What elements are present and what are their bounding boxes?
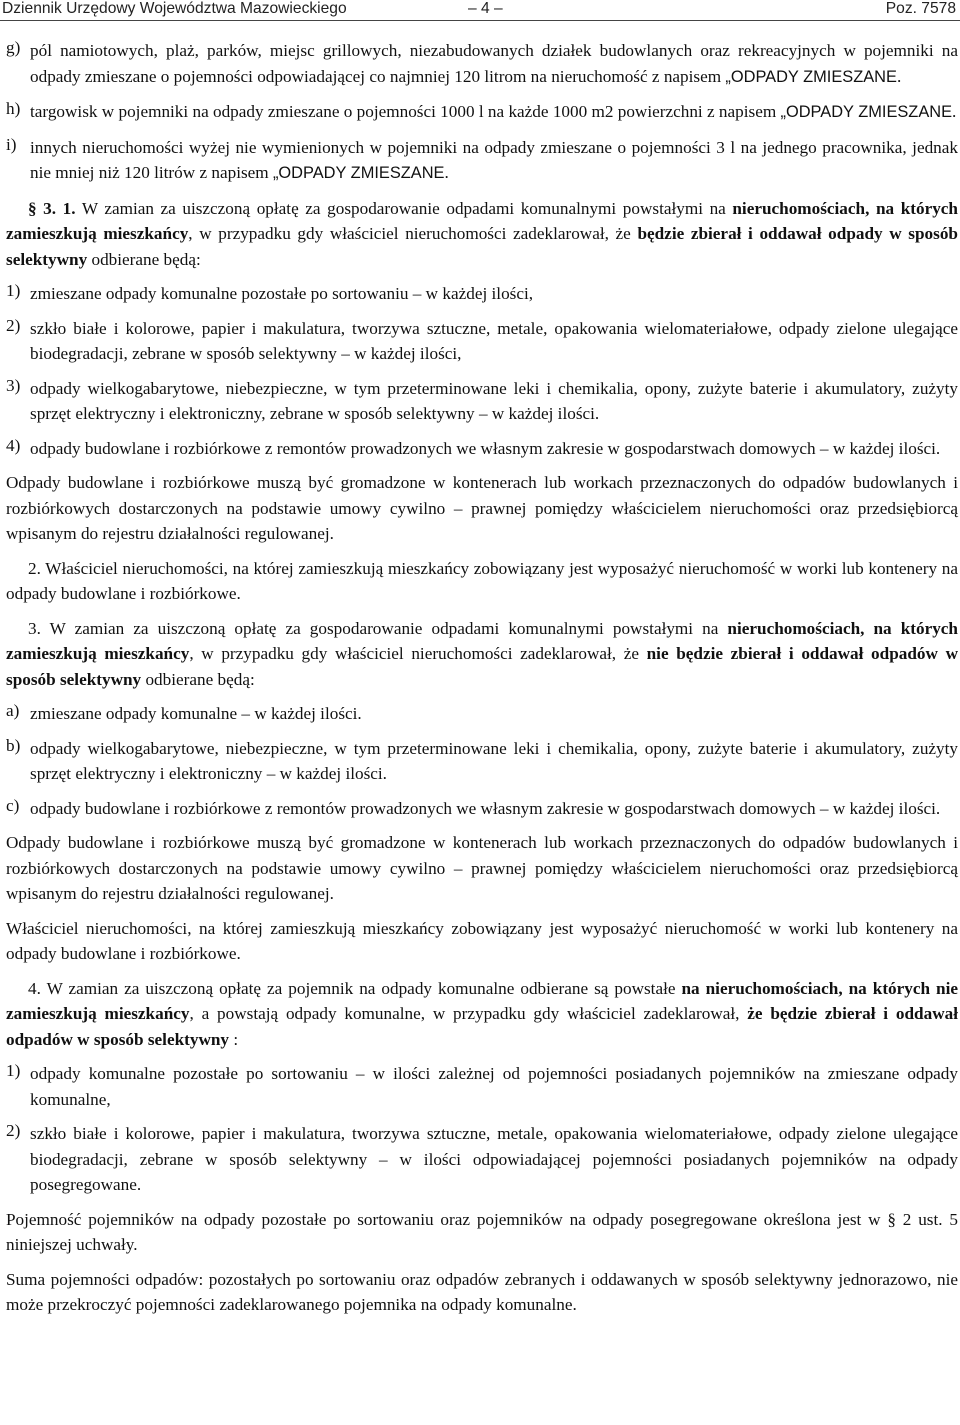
list-item: a) zmieszane odpady komunalne – w każdej ilości.: [6, 701, 362, 723]
item-text: pól namiotowych, plaż, parków, miejsc grillowych, niezabudowanych działek budowlanych oraz rekreacyjnych w pojemniki na odpady zmieszane o pojemności odpowiadającej co najmniej 120 litrom na nieruchomość z napisem „ODPADY ZMIESZANE.: [30, 41, 958, 86]
paragraph-capacity: Pojemność pojemników na odpady pozostałe po sortowaniu oraz pojemników na odpady posegregowane określona jest w § 2 ust. 5 niniejszej uchwały.: [6, 1209, 958, 1254]
paragraph-4: 4. W zamian za uiszczoną opłatę za pojemnik na odpady komunalne odbierane są powstałe na nieruchomościach, na których nie zamieszkują mieszkańcy, a powstają odpady komunalne, w przypadku gdy właściciel zadeklarował, że będzie zbierał i oddawał odpadów w sposób selektywny :: [6, 978, 958, 1049]
item-label: h): [6, 99, 21, 118]
section-heading: § 3. 1.: [28, 198, 76, 218]
document-body: [6, 38, 958, 1318]
item-text: innych nieruchomości wyżej nie wymienionych w pojemniki na odpady zmieszane o pojemności 3 l na jednego pracownika, jednak nie mniej niż 120 litrów z napisem „ODPADY ZMIESZANE.: [30, 137, 958, 182]
list-item: 3) odpady wielkogabarytowe, niebezpieczne, w tym przeterminowane leki i chemikalia, opony, zużyte baterie i akumulatory, zużyty sprzęt elektryczny i elektroniczny, zebrane w sposób selektywny – w każdej ilości.: [6, 375, 958, 423]
list-item: 4) odpady budowlane i rozbiórkowe z remontów prowadzonych we własnym zakresie w gospodarstwach domowych – w każdej ilości.: [6, 435, 941, 458]
list-item: 1) zmieszane odpady komunalne pozostałe po sortowaniu – w każdej ilości,: [6, 281, 534, 303]
item-label: i): [6, 134, 17, 154]
paragraph-3: 3. W zamian za uiszczoną opłatę za gospodarowanie odpadami komunalnymi powstałymi na nieruchomościach, na których zamieszkują mieszkańcy, w przypadku gdy właściciel nieruchomości zadeklarował, że nie będzie zbierał i oddawał odpadów w sposób selektywny odbierane będą:: [6, 618, 958, 689]
paragraph-2: 2. Właściciel nieruchomości, na której zamieszkują mieszkańcy zobowiązany jest wyposażyć nieruchomość w worki lub kontenery na odpady budowlane i rozbiórkowe.: [6, 558, 958, 603]
journal-title: Dziennik Urzędowy Województwa Mazowieckiego: [2, 0, 347, 17]
list-item-g: [6, 38, 958, 90]
list-item-i: [6, 135, 958, 187]
paragraph-capacity-sum: Suma pojemności odpadów: pozostałych po sortowaniu oraz odpadów zebranych i oddawanych w sposób selektywny jednorazowo, nie może przekroczyć pojemności zadeklarowanego pojemnika na odpady komunalne.: [6, 1269, 958, 1314]
list-item-h: [6, 99, 958, 126]
list-item: 1) odpady komunalne pozostałe po sortowaniu – w ilości zależnej od pojemności posiadanych pojemników na zmieszane odpady komunalne,: [6, 1061, 958, 1109]
list-item: 2) szkło białe i kolorowe, papier i makulatura, tworzywa sztuczne, metale, opakowania wielomateriałowe, odpady zielone ulegające biodegradacji, zebrane w sposób selektywny – w ilości odpowiadającej pojemności posiadanych pojemników na odpady posegregowane.: [6, 1121, 958, 1194]
list-item: c) odpady budowlane i rozbiórkowe z remontów prowadzonych we własnym zakresie w gospodarstwach domowych – w każdej ilości.: [6, 795, 941, 818]
section-3-paragraph-1: § 3. 1. W zamian za uiszczoną opłatę za gospodarowanie odpadami komunalnymi powstałymi na nieruchomościach, na których zamieszkują mieszkańcy, w przypadku gdy właściciel nieruchomości zadeklarował, że będzie zbierał i oddawał odpady w sposób selektywny odbierane będą:: [6, 198, 958, 269]
page-number: – 4 –: [468, 0, 503, 17]
paragraph-construction-waste-2: Odpady budowlane i rozbiórkowe muszą być gromadzone w kontenerach lub workach przeznaczonych do odpadów budowlanych i rozbiórkowych dostarczonych na podstawie umowy cywilno – prawnej pomiędzy właścicielem nieruchomości oraz przedsiębiorcą wpisanym do rejestru działalności regulowanej.: [6, 833, 958, 903]
paragraph-construction-waste: Odpady budowlane i rozbiórkowe muszą być gromadzone w kontenerach lub workach przeznaczonych do odpadów budowlanych i rozbiórkowych dostarczonych na podstawie umowy cywilno – prawnej pomiędzy właścicielem nieruchomości oraz przedsiębiorcą wpisanym do rejestru działalności regulowanej.: [6, 473, 958, 543]
paragraph-owner-obligation: Właściciel nieruchomości, na której zamieszkują mieszkańcy zobowiązany jest wyposażyć nieruchomość w worki lub kontenery na odpady budowlane i rozbiórkowe.: [6, 918, 958, 963]
list-item: b) odpady wielkogabarytowe, niebezpieczne, w tym przeterminowane leki i chemikalia, opony, zużyte baterie i akumulatory, zużyty sprzęt elektryczny i elektroniczny – w każdej ilości.: [6, 735, 958, 783]
item-text: targowisk w pojemniki na odpady zmieszane o pojemności 1000 l na każde 1000 m2 powierzchni z napisem „ODPADY ZMIESZANE.: [30, 102, 957, 121]
position-number: Poz. 7578: [885, 0, 956, 17]
page-header: [0, 0, 960, 21]
list-item: 2) szkło białe i kolorowe, papier i makulatura, tworzywa sztuczne, metale, opakowania wielomateriałowe, odpady zielone ulegające biodegradacji, zebrane w sposób selektywny – w każdej ilości,: [6, 315, 958, 363]
item-label: g): [6, 38, 21, 57]
